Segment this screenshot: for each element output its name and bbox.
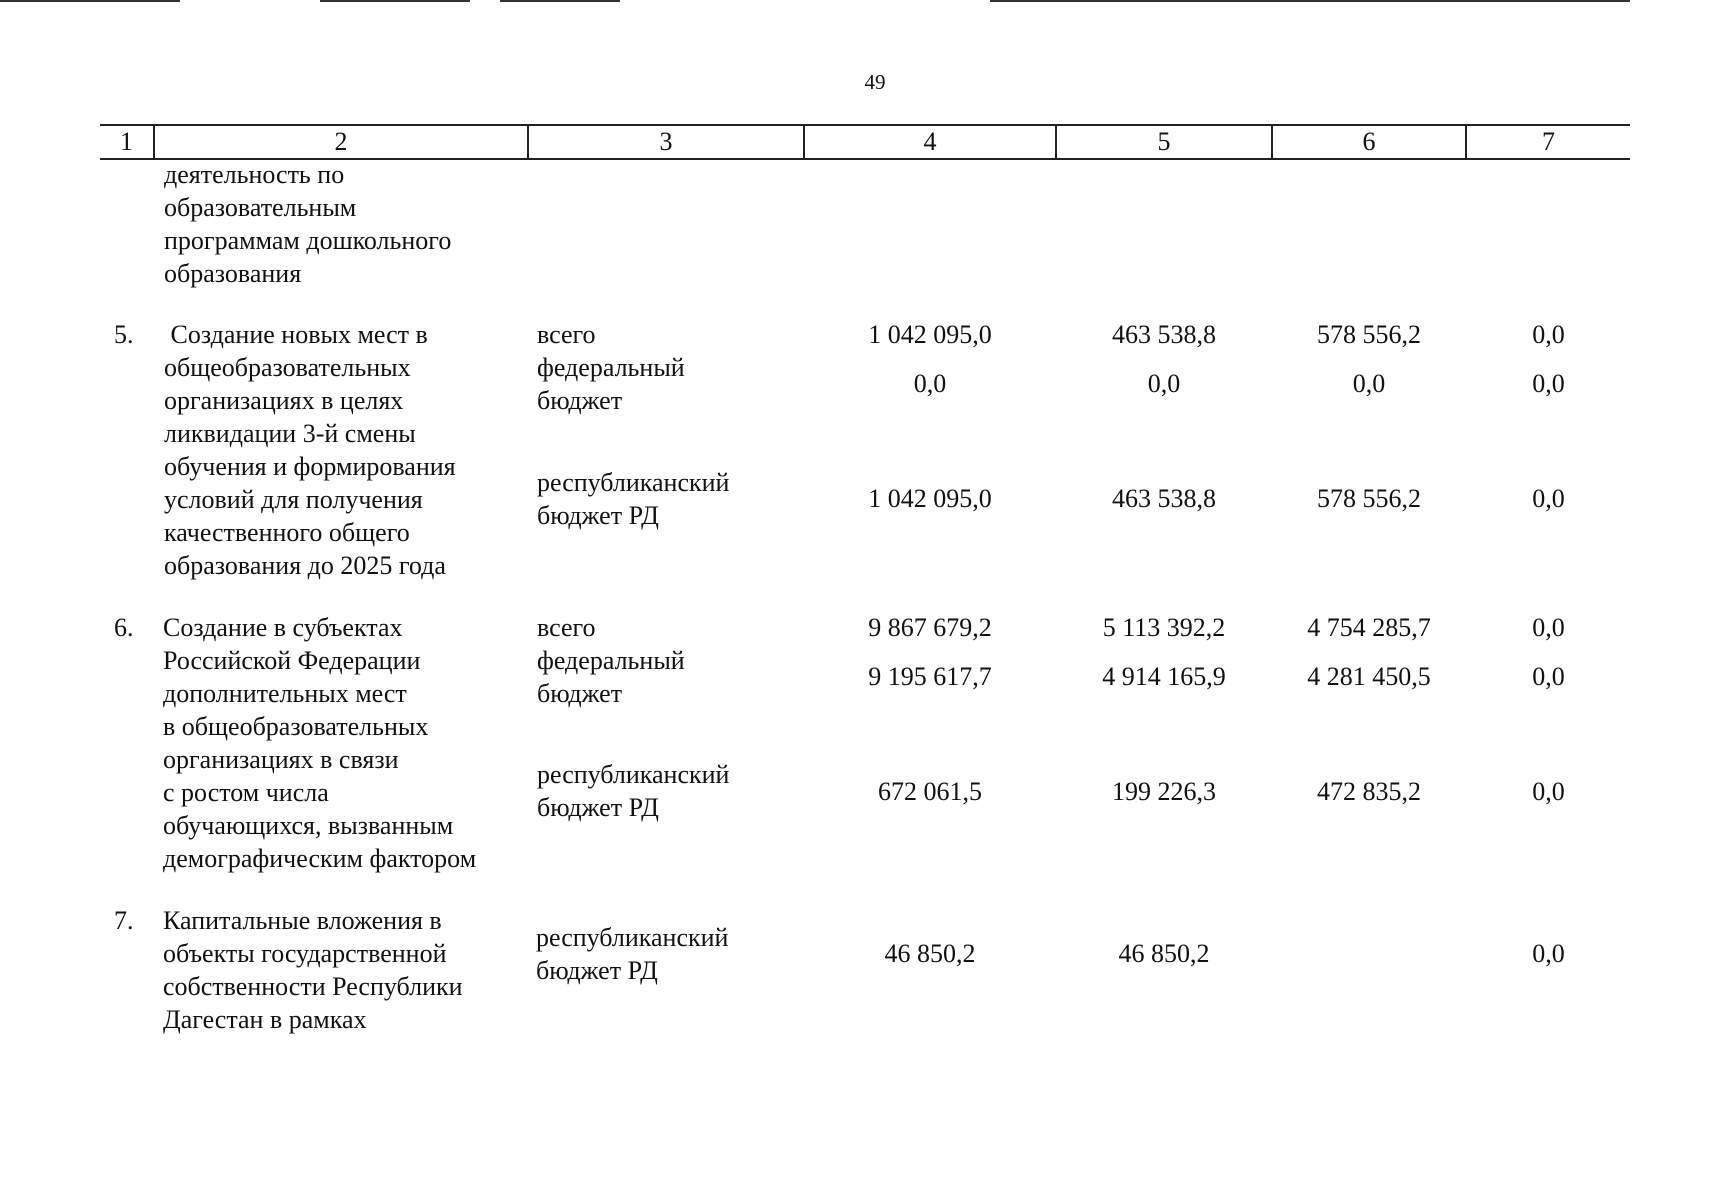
value-col-7: 0,0 xyxy=(1532,369,1565,398)
value-col-4: 9 195 617,7 xyxy=(868,662,992,691)
value-col-4: 1 042 095,0 xyxy=(868,484,992,513)
value-col-5: 0,0 xyxy=(1147,369,1181,398)
value-col-7: 0,0 xyxy=(1532,613,1565,642)
scan-edge-mark xyxy=(320,0,470,2)
row-description-line: образования до 2025 года xyxy=(164,551,446,580)
row-description-line: обучения и формирования xyxy=(164,452,456,481)
row-description-line: с ростом числа xyxy=(163,778,329,807)
value-col-7: 0,0 xyxy=(1532,320,1565,349)
scan-edge-mark xyxy=(990,0,1630,2)
value-col-5: 46 850,2 xyxy=(1118,939,1210,968)
source-label: республиканский xyxy=(536,923,729,952)
row-description-line: ликвидации 3-й смены xyxy=(164,419,416,448)
value-col-5: 463 538,8 xyxy=(1112,320,1216,349)
page-number: 49 xyxy=(864,70,886,94)
value-col-7: 0,0 xyxy=(1532,484,1565,513)
continuation-line: образования xyxy=(164,259,302,288)
source-label: бюджет РД xyxy=(537,501,659,530)
source-label: бюджет xyxy=(537,679,623,708)
source-label: всего xyxy=(537,613,596,642)
source-label: федеральный xyxy=(537,353,685,382)
row-description-line: Создание новых мест в xyxy=(164,320,428,349)
row-number: 6. xyxy=(114,613,134,642)
row-description-line: организациях в целях xyxy=(164,386,404,415)
row-description-line: Создание в субъектах xyxy=(163,613,403,642)
continuation-line: программам дошкольного xyxy=(164,226,452,255)
value-col-5: 4 914 165,9 xyxy=(1102,662,1226,691)
source-label: всего xyxy=(537,320,596,349)
continuation-line: деятельность по xyxy=(164,160,345,189)
source-label: бюджет xyxy=(537,386,623,415)
source-label: республиканский xyxy=(537,760,730,789)
row-description-line: демографическим фактором xyxy=(163,844,477,873)
value-col-7: 0,0 xyxy=(1532,939,1565,968)
value-col-7: 0,0 xyxy=(1532,662,1565,691)
column-header-1: 1 xyxy=(120,127,133,156)
source-label: бюджет РД xyxy=(536,956,658,985)
row-description-line: организациях в связи xyxy=(163,745,399,774)
value-col-6: 4 754 285,7 xyxy=(1307,613,1431,642)
column-header-2: 2 xyxy=(334,127,348,156)
scan-edge-mark xyxy=(0,0,180,2)
source-label: федеральный xyxy=(537,646,685,675)
source-label: республиканский xyxy=(537,468,730,497)
column-header-3: 3 xyxy=(659,127,673,156)
row-description-line: условий для получения xyxy=(164,485,423,514)
value-col-4: 46 850,2 xyxy=(884,939,976,968)
row-description-line: объекты государственной xyxy=(163,939,447,968)
value-col-5: 463 538,8 xyxy=(1112,484,1216,513)
source-label: бюджет РД xyxy=(537,793,659,822)
column-header-4: 4 xyxy=(923,127,937,156)
column-header-5: 5 xyxy=(1157,127,1171,156)
value-col-6: 578 556,2 xyxy=(1317,320,1421,349)
scan-edge-mark xyxy=(500,0,620,2)
value-col-6: 4 281 450,5 xyxy=(1307,662,1431,691)
value-col-6: 578 556,2 xyxy=(1317,484,1421,513)
continuation-line: образовательным xyxy=(164,193,357,222)
row-description-line: обучающихся, вызванным xyxy=(163,811,454,840)
column-header-7: 7 xyxy=(1542,127,1555,156)
row-description-line: собственности Республики xyxy=(163,972,463,1001)
value-col-6: 0,0 xyxy=(1352,369,1386,398)
value-col-5: 5 113 392,2 xyxy=(1102,613,1226,642)
row-description-line: Российской Федерации xyxy=(163,646,421,675)
value-col-6: 472 835,2 xyxy=(1317,777,1421,806)
value-col-7: 0,0 xyxy=(1532,777,1565,806)
row-number: 7. xyxy=(114,906,134,935)
row-description-line: общеобразовательных xyxy=(164,353,411,382)
value-col-5: 199 226,3 xyxy=(1112,777,1216,806)
column-header-6: 6 xyxy=(1362,127,1376,156)
row-description-line: дополнительных мест xyxy=(163,679,407,708)
value-col-4: 0,0 xyxy=(913,369,947,398)
row-number: 5. xyxy=(114,320,134,349)
value-col-4: 1 042 095,0 xyxy=(868,320,992,349)
value-col-4: 672 061,5 xyxy=(878,777,982,806)
row-description-line: Капитальные вложения в xyxy=(163,906,442,935)
row-description-line: качественного общего xyxy=(164,518,410,547)
value-col-4: 9 867 679,2 xyxy=(868,613,992,642)
row-description-line: Дагестан в рамках xyxy=(163,1005,367,1034)
row-description-line: в общеобразовательных xyxy=(163,712,429,741)
